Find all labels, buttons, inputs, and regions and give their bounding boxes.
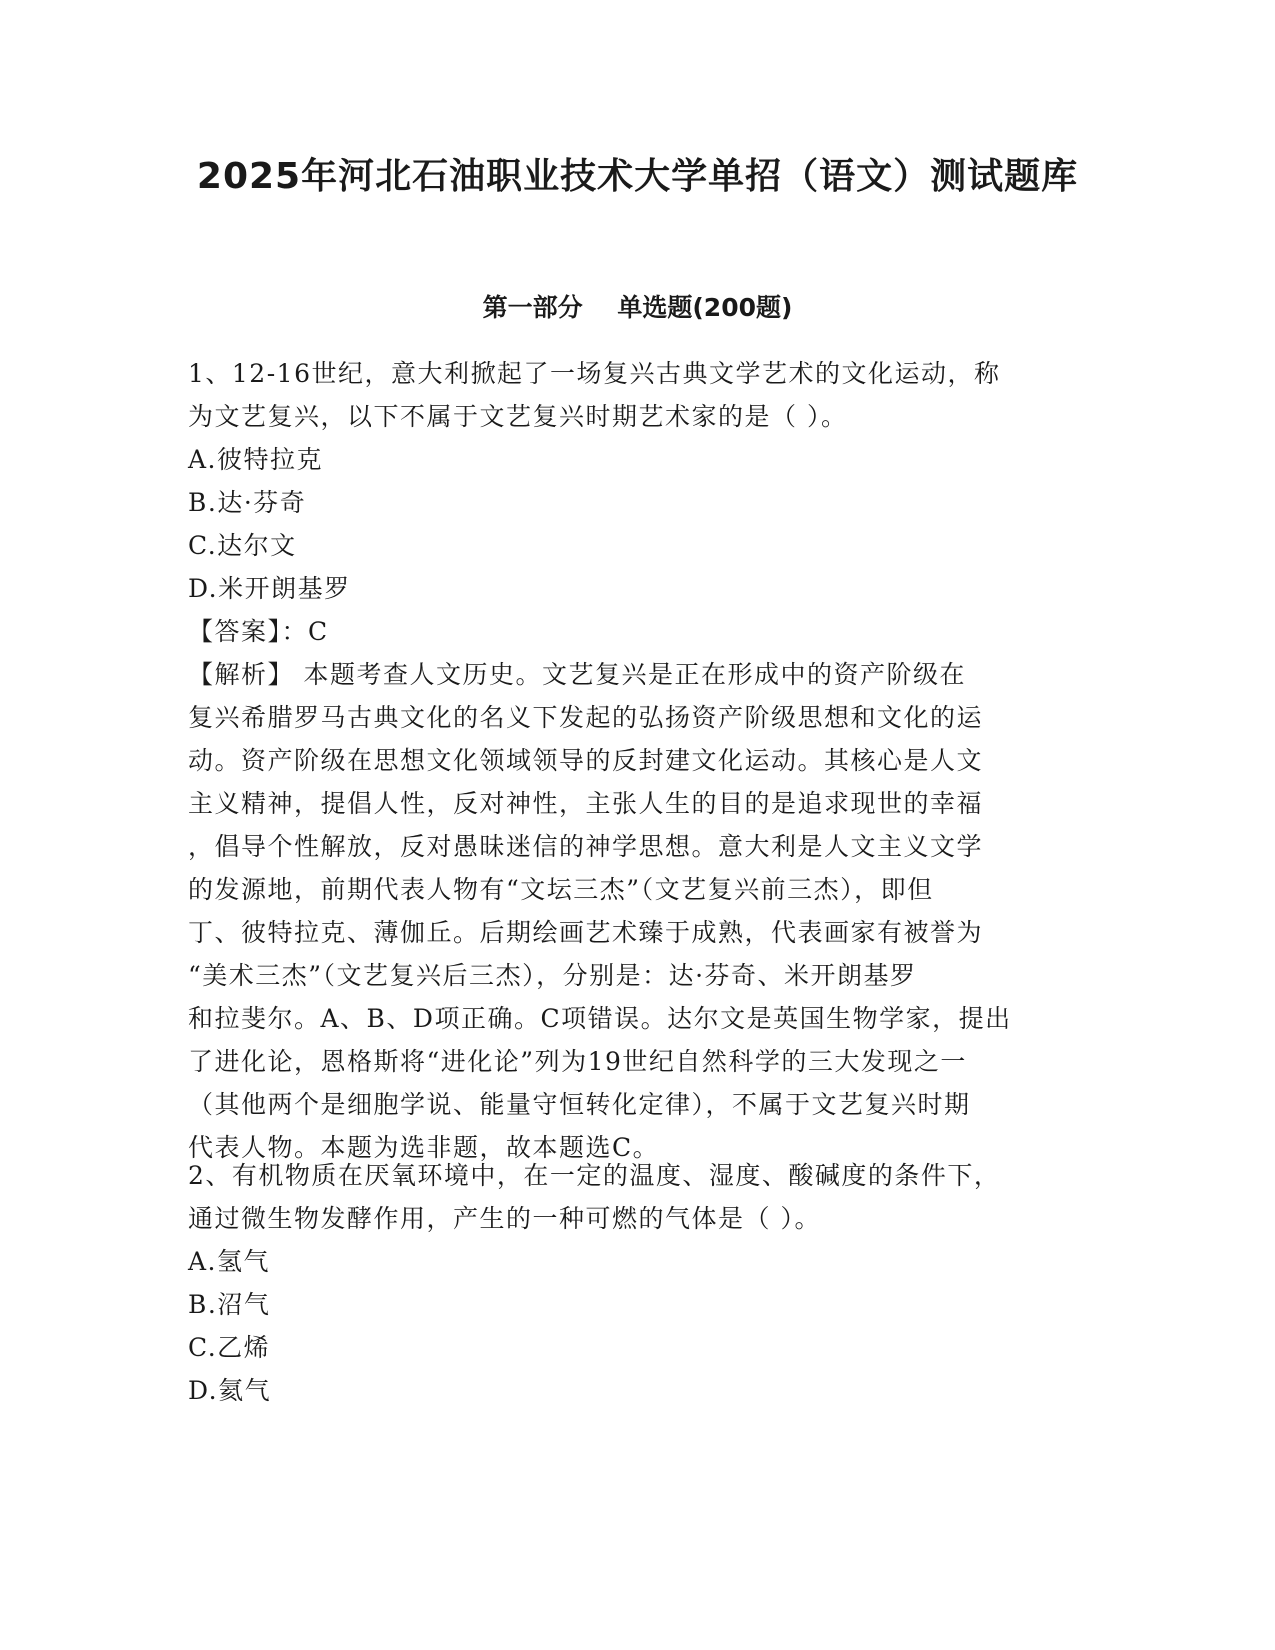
question-1-answer: 【答案】：C [188,617,329,646]
question-1-analysis-line: “美术三杰”（文艺复兴后三杰），分别是：达·芬奇、米开朗基罗 [188,961,917,990]
question-2-option-b: B.沼气 [188,1290,271,1319]
question-1 [188,352,1078,1169]
question-1-analysis-line: 了进化论，恩格斯将“进化论”列为19世纪自然科学的三大发现之一 [188,1047,967,1076]
document-title: 2025年河北石油职业技术大学单招（语文）测试题库 [196,156,1079,197]
question-1-analysis-line: 【解析】 本题考查人文历史。文艺复兴是正在形成中的资产阶级在 [188,660,966,689]
question-1-option-b: B.达·芬奇 [188,488,307,517]
question-1-analysis-line: 的发源地，前期代表人物有“文坛三杰”（文艺复兴前三杰），即但 [188,875,934,904]
question-1-analysis-line: （其他两个是细胞学说、能量守恒转化定律），不属于文艺复兴时期 [188,1090,971,1119]
section-title: 第一部分 单选题(200题) [482,293,793,322]
question-2-option-a: A.氢气 [188,1247,271,1276]
question-2 [188,1154,1078,1412]
question-2-stem-line-1: 2、有机物质在厌氧环境中，在一定的温度、湿度、酸碱度的条件下， [188,1161,1001,1190]
question-1-analysis-line: ，倡导个性解放，反对愚昧迷信的神学思想。意大利是人文主义文学 [188,832,984,861]
question-1-stem-line-1: 1、12-16世纪，意大利掀起了一场复兴古典文学艺术的文化运动，称 [188,359,1001,388]
question-1-analysis-line: 代表人物。本题为选非题，故本题选C。 [188,1133,660,1162]
question-1-option-a: A.彼特拉克 [188,445,324,474]
question-1-analysis-line: 主义精神，提倡人性，反对神性，主张人生的目的是追求现世的幸福 [188,789,984,818]
question-1-option-d: D.米开朗基罗 [188,574,351,603]
question-2-option-d: D.氦气 [188,1376,272,1405]
question-1-analysis-line: 和拉斐尔。A、B、D项正确。C项错误。达尔文是英国生物学家，提出 [188,1004,1012,1033]
question-1-analysis-line: 动。资产阶级在思想文化领域领导的反封建文化运动。其核心是人文 [188,746,984,775]
question-2-stem-line-2: 通过微生物发酵作用，产生的一种可燃的气体是（ ）。 [188,1204,821,1233]
question-2-option-c: C.乙烯 [188,1333,271,1362]
question-1-option-c: C.达尔文 [188,531,297,560]
question-1-analysis-line: 丁、彼特拉克、薄伽丘。后期绘画艺术臻于成熟，代表画家有被誉为 [188,918,984,947]
question-1-stem-line-2: 为文艺复兴，以下不属于文艺复兴时期艺术家的是（ ）。 [188,402,848,431]
question-1-analysis-line: 复兴希腊罗马古典文化的名义下发起的弘扬资产阶级思想和文化的运 [188,703,984,732]
